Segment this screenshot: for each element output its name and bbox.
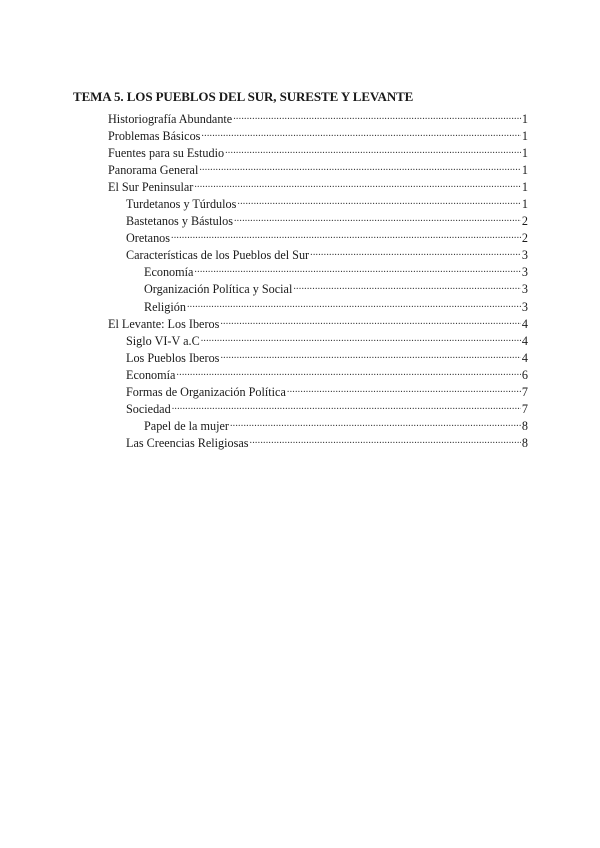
toc-entry[interactable] bbox=[108, 299, 528, 316]
toc-entry-page-number: 8 bbox=[521, 418, 528, 433]
toc-dot-leader bbox=[234, 213, 521, 225]
toc-entry[interactable] bbox=[108, 247, 528, 264]
toc-entry-label: Problemas Básicos bbox=[108, 129, 201, 144]
toc-entry-page-number: 1 bbox=[521, 180, 528, 195]
toc-entry-label: Turdetanos y Túrdulos bbox=[126, 197, 237, 212]
toc-entry-label: Papel de la mujer bbox=[144, 418, 229, 433]
toc-entry-label: Bastetanos y Bástulos bbox=[126, 214, 233, 229]
toc-entry-page-number: 1 bbox=[521, 197, 528, 212]
toc-dot-leader bbox=[293, 281, 521, 293]
toc-entry-page-number: 7 bbox=[521, 401, 528, 416]
toc-entry-page-number: 1 bbox=[521, 129, 528, 144]
toc-entry[interactable] bbox=[108, 333, 528, 350]
toc-entry-page-number: 3 bbox=[521, 265, 528, 280]
toc-entry[interactable] bbox=[108, 179, 528, 196]
toc-entry-label: Sociedad bbox=[126, 401, 171, 416]
toc-dot-leader bbox=[194, 179, 521, 191]
toc-entry-page-number: 3 bbox=[521, 282, 528, 297]
toc-dot-leader bbox=[250, 435, 521, 447]
toc-entry[interactable] bbox=[108, 384, 528, 401]
toc-entry-label: Las Creencias Religiosas bbox=[126, 435, 249, 450]
toc-dot-leader bbox=[310, 247, 521, 259]
toc-entry-page-number: 8 bbox=[521, 435, 528, 450]
toc-entry-page-number: 4 bbox=[521, 333, 528, 348]
toc-entry-label: El Sur Peninsular bbox=[108, 180, 194, 195]
toc-dot-leader bbox=[225, 145, 521, 157]
toc-entry-label: Características de los Pueblos del Sur bbox=[126, 248, 310, 263]
toc-dot-leader bbox=[287, 384, 521, 396]
toc-dot-leader bbox=[194, 264, 520, 276]
toc-entry[interactable] bbox=[108, 213, 528, 230]
toc-dot-leader bbox=[201, 128, 520, 140]
table-of-contents bbox=[108, 111, 528, 452]
toc-entry-label: Economía bbox=[144, 265, 194, 280]
toc-entry-page-number: 2 bbox=[521, 214, 528, 229]
toc-entry-page-number: 4 bbox=[521, 316, 528, 331]
toc-entry-label: Los Pueblos Iberos bbox=[126, 350, 220, 365]
toc-entry-page-number: 3 bbox=[521, 299, 528, 314]
toc-entry[interactable] bbox=[108, 401, 528, 418]
toc-dot-leader bbox=[199, 162, 521, 174]
toc-entry[interactable] bbox=[108, 162, 528, 179]
toc-entry-label: Panorama General bbox=[108, 163, 199, 178]
toc-entry[interactable] bbox=[108, 111, 528, 128]
toc-entry-label: Formas de Organización Política bbox=[126, 384, 286, 399]
toc-entry[interactable] bbox=[108, 367, 528, 384]
toc-entry[interactable] bbox=[108, 230, 528, 247]
toc-entry-page-number: 7 bbox=[521, 384, 528, 399]
toc-dot-leader bbox=[220, 350, 520, 362]
toc-entry[interactable] bbox=[108, 435, 528, 452]
toc-entry[interactable] bbox=[108, 128, 528, 145]
toc-dot-leader bbox=[233, 111, 521, 123]
toc-entry[interactable] bbox=[108, 418, 528, 435]
toc-dot-leader bbox=[237, 196, 521, 208]
toc-entry-label: Religión bbox=[144, 299, 186, 314]
toc-entry-label: Historiografía Abundante bbox=[108, 112, 233, 126]
toc-dot-leader bbox=[201, 333, 521, 345]
toc-entry[interactable] bbox=[108, 350, 528, 367]
toc-entry[interactable] bbox=[108, 196, 528, 213]
toc-entry[interactable] bbox=[108, 264, 528, 281]
document-title: TEMA 5. LOS PUEBLOS DEL SUR, SURESTE Y LEVANTE bbox=[73, 89, 414, 104]
toc-entry-label: Siglo VI-V a.C bbox=[126, 333, 200, 348]
toc-entry-page-number: 1 bbox=[521, 146, 528, 161]
toc-dot-leader bbox=[220, 316, 521, 328]
toc-entry-page-number: 2 bbox=[521, 231, 528, 246]
toc-entry-label: Oretanos bbox=[126, 231, 170, 246]
toc-entry[interactable] bbox=[108, 145, 528, 162]
toc-entry-label: El Levante: Los Iberos bbox=[108, 316, 220, 331]
toc-entry-label: Economía bbox=[126, 367, 176, 382]
toc-entry[interactable] bbox=[108, 281, 528, 298]
toc-dot-leader bbox=[187, 299, 521, 311]
toc-dot-leader bbox=[230, 418, 521, 430]
toc-entry-page-number: 1 bbox=[521, 163, 528, 178]
toc-entry[interactable] bbox=[108, 316, 528, 333]
toc-entry-page-number: 4 bbox=[521, 350, 528, 365]
toc-entry-label: Fuentes para su Estudio bbox=[108, 146, 225, 161]
toc-dot-leader bbox=[172, 401, 521, 413]
toc-dot-leader bbox=[171, 230, 521, 242]
toc-entry-page-number: 1 bbox=[521, 112, 528, 126]
toc-entry-page-number: 3 bbox=[521, 248, 528, 263]
toc-entry-page-number: 6 bbox=[521, 367, 528, 382]
toc-entry-label: Organización Política y Social bbox=[144, 282, 293, 297]
toc-dot-leader bbox=[176, 367, 520, 379]
